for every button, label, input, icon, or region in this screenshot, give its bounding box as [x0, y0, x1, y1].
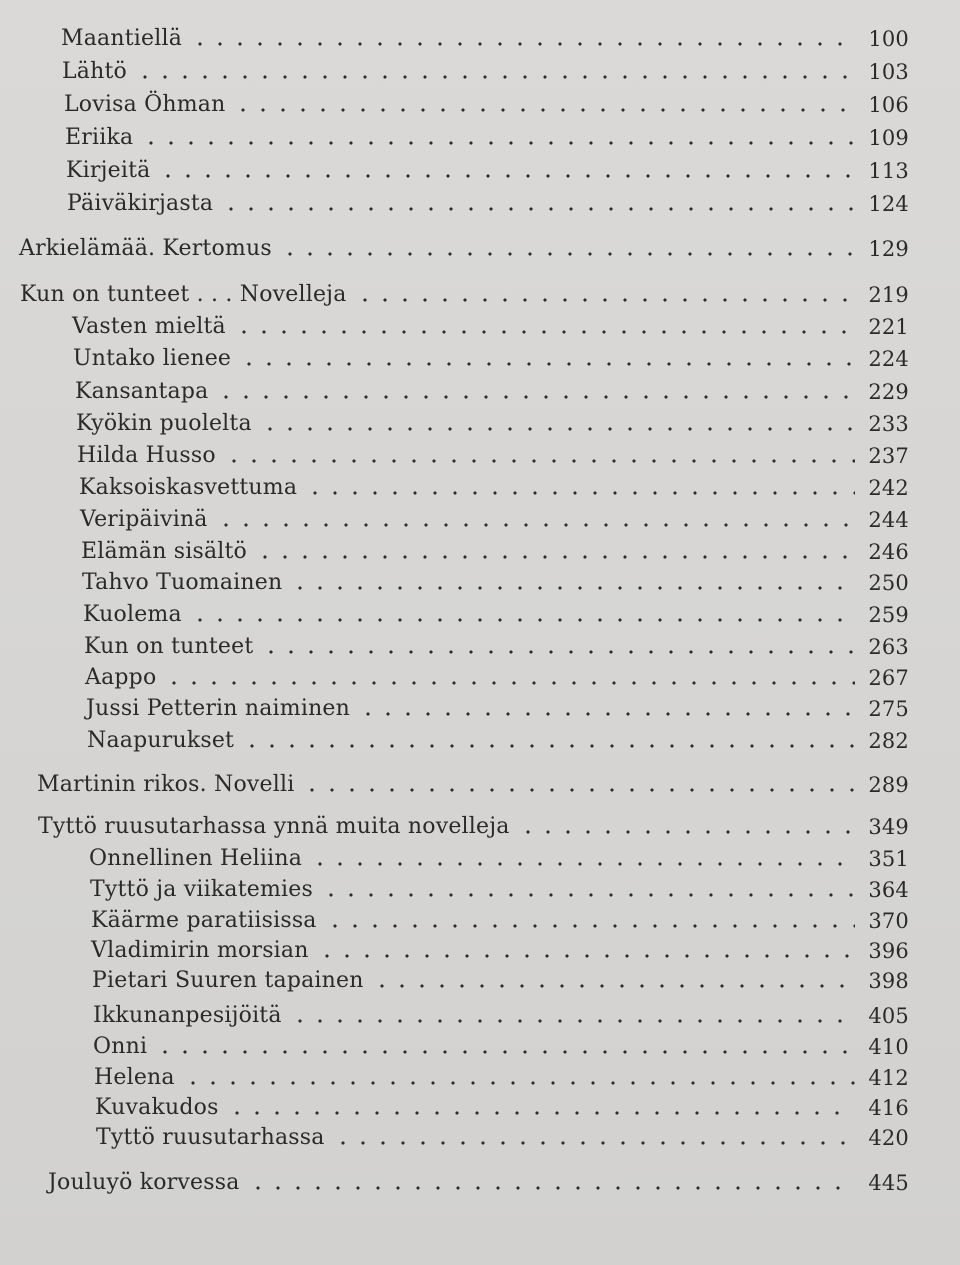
toc-entry-pietari-suuren-tapainen: [92, 964, 909, 994]
page-number: 412: [868, 1066, 909, 1090]
toc-entry-kuolema: [83, 598, 909, 628]
page-number: 246: [868, 540, 909, 564]
dot-leader: [190, 41, 855, 47]
toc-entry-tytto-ja-viikatemies: [90, 873, 909, 903]
dot-leader: [224, 458, 855, 464]
page-number: 416: [868, 1096, 909, 1120]
entry-title: Onnellinen Heliina: [89, 846, 303, 871]
page-number: 396: [868, 939, 909, 963]
dot-leader: [135, 74, 855, 80]
page-number: 113: [868, 159, 909, 183]
dot-leader: [216, 522, 855, 528]
dot-leader: [239, 361, 855, 367]
dot-leader: [325, 923, 855, 929]
toc-entry-vasten-mielta: [72, 310, 909, 340]
page-number: 221: [868, 315, 909, 339]
entry-title: Veripäivinä: [80, 507, 208, 532]
entry-title: Arkielämää. Kertomus: [19, 236, 272, 261]
dot-leader: [310, 861, 855, 867]
page-number: 106: [868, 93, 909, 117]
page-number: 224: [868, 347, 909, 371]
entry-title: Tyttö ruusutarhassa: [96, 1125, 325, 1150]
toc-entry-kansantapa: [75, 375, 909, 405]
toc-entry-veripaivina: [80, 503, 909, 533]
toc-entry-onni: [93, 1030, 909, 1060]
page-number: 100: [868, 27, 909, 51]
toc-entry-martinin-rikos: [37, 768, 909, 798]
dot-leader: [305, 490, 855, 496]
entry-title: Kun on tunteet . . . Novelleja: [20, 282, 347, 307]
dot-leader: [358, 711, 855, 717]
page-number: 250: [868, 571, 909, 595]
entry-title: Kun on tunteet: [84, 634, 254, 659]
page-number: 263: [868, 635, 909, 659]
toc-entry-lahto: [62, 55, 909, 85]
dot-leader: [234, 329, 855, 335]
toc-entry-lovisa-ohman: [64, 88, 909, 118]
dot-leader: [155, 1049, 855, 1055]
dot-leader: [518, 829, 855, 835]
entry-title: Naapurukset: [87, 728, 235, 753]
toc-entry-kaksoiskasvettuma: [79, 471, 909, 501]
entry-title: Kyökin puolelta: [76, 411, 252, 436]
toc-entry-paivakirjasta: [67, 187, 909, 217]
entry-title: Kirjeitä: [66, 158, 151, 183]
entry-title: Onni: [93, 1034, 148, 1059]
entry-title: Tyttö ja viikatemies: [90, 877, 313, 902]
page-number: 405: [868, 1004, 909, 1028]
toc-entry-kuvakudos: [95, 1091, 909, 1121]
entry-title: Käärme paratiisissa: [91, 908, 317, 933]
dot-leader: [248, 1185, 855, 1191]
entry-title: Jouluyö korvessa: [48, 1170, 240, 1195]
dot-leader: [183, 1080, 855, 1086]
dot-leader: [280, 251, 855, 257]
page-number: 370: [868, 909, 909, 933]
dot-leader: [355, 297, 855, 303]
page-number: 103: [868, 60, 909, 84]
page-number: 289: [868, 773, 909, 797]
page-number: 229: [868, 380, 909, 404]
toc-entry-aappo: [85, 661, 909, 691]
toc-entry-arkielamaa: [19, 232, 909, 262]
dot-leader: [317, 953, 855, 959]
dot-leader: [261, 649, 855, 655]
page-number: 129: [868, 237, 909, 261]
entry-title: Hilda Husso: [77, 443, 216, 468]
page-number: 267: [868, 666, 909, 690]
page-number: 219: [868, 283, 909, 307]
page-number: 124: [868, 192, 909, 216]
dot-leader: [233, 107, 855, 113]
dot-leader: [190, 617, 855, 623]
dot-leader: [227, 1110, 855, 1116]
toc-entry-vladimirin-morsian: [91, 934, 909, 964]
dot-leader: [321, 892, 855, 898]
dot-leader: [372, 983, 855, 989]
toc-entry-kyokin-puolelta: [76, 407, 909, 437]
entry-title: Kaksoiskasvettuma: [79, 475, 298, 500]
toc-entry-eriika: [65, 121, 909, 151]
page-number: 275: [868, 697, 909, 721]
toc-entry-naapurukset: [87, 724, 909, 754]
toc-entry-ikkunanpesijoita: [93, 999, 909, 1029]
dot-leader: [221, 206, 855, 212]
page-number: 242: [868, 476, 909, 500]
toc-entry-kaarme-paratiisissa: [91, 904, 909, 934]
entry-title: Kuolema: [83, 602, 182, 627]
dot-leader: [255, 554, 855, 560]
toc-entry-kirjeita: [66, 154, 909, 184]
dot-leader: [141, 140, 855, 146]
toc-entry-helena: [94, 1061, 909, 1091]
entry-title: Tahvo Tuomainen: [82, 570, 283, 595]
entry-title: Pietari Suuren tapainen: [92, 968, 364, 993]
page-number: 410: [868, 1035, 909, 1059]
dot-leader: [242, 743, 855, 749]
toc-entry-elaman-sisalto: [81, 535, 909, 565]
entry-title: Helena: [94, 1065, 175, 1090]
page-number: 259: [868, 603, 909, 627]
page-number: 420: [868, 1126, 909, 1150]
entry-title: Päiväkirjasta: [67, 191, 214, 216]
entry-title: Ikkunanpesijöitä: [93, 1003, 282, 1028]
toc-entry-tytto-ruusutarhassa: [96, 1121, 909, 1151]
page-number: 398: [868, 969, 909, 993]
toc-entry-hilda-husso: [77, 439, 909, 469]
page-number: 237: [868, 444, 909, 468]
page-number: 364: [868, 878, 909, 902]
page-number: 351: [868, 847, 909, 871]
page-number: 244: [868, 508, 909, 532]
page-number: 445: [868, 1171, 909, 1195]
entry-title: Lovisa Öhman: [64, 92, 226, 117]
dot-leader: [290, 1018, 855, 1024]
dot-leader: [158, 173, 855, 179]
dot-leader: [290, 585, 855, 591]
entry-title: Jussi Petterin naiminen: [86, 696, 351, 721]
entry-title: Aappo: [85, 665, 157, 690]
toc-entry-maantiella: [61, 22, 909, 52]
toc-entry-tytto-ruusutarhassa-ynna: [38, 810, 909, 840]
toc-entry-untako-lienee: [73, 342, 909, 372]
toc-entry-tahvo-tuomainen: [82, 566, 909, 596]
entry-title: Lähtö: [62, 59, 127, 84]
entry-title: Vasten mieltä: [72, 314, 226, 339]
toc-entry-jouluyo-korvessa: [48, 1166, 909, 1196]
toc-entry-onnellinen-heliina: [89, 842, 909, 872]
entry-title: Eriika: [65, 125, 134, 150]
page-number: 233: [868, 412, 909, 436]
toc-entry-kun-on-tunteet: [84, 630, 909, 660]
dot-leader: [260, 426, 855, 432]
entry-title: Elämän sisältö: [81, 539, 248, 564]
toc-entry-jussi-petterin-naiminen: [86, 692, 909, 722]
toc-entry-kun-on-tunteet-novelleja: [20, 278, 909, 308]
entry-title: Vladimirin morsian: [91, 938, 309, 963]
dot-leader: [216, 394, 855, 400]
page-number: 282: [868, 729, 909, 753]
entry-title: Martinin rikos. Novelli: [37, 772, 295, 797]
dot-leader: [302, 787, 855, 793]
entry-title: Tyttö ruusutarhassa ynnä muita novelleja: [38, 814, 510, 839]
entry-title: Untako lienee: [73, 346, 232, 371]
dot-leader: [164, 680, 855, 686]
entry-title: Maantiellä: [61, 26, 183, 51]
page-number: 349: [868, 815, 909, 839]
page-number: 109: [868, 126, 909, 150]
dot-leader: [333, 1140, 855, 1146]
entry-title: Kansantapa: [75, 379, 209, 404]
entry-title: Kuvakudos: [95, 1095, 219, 1120]
